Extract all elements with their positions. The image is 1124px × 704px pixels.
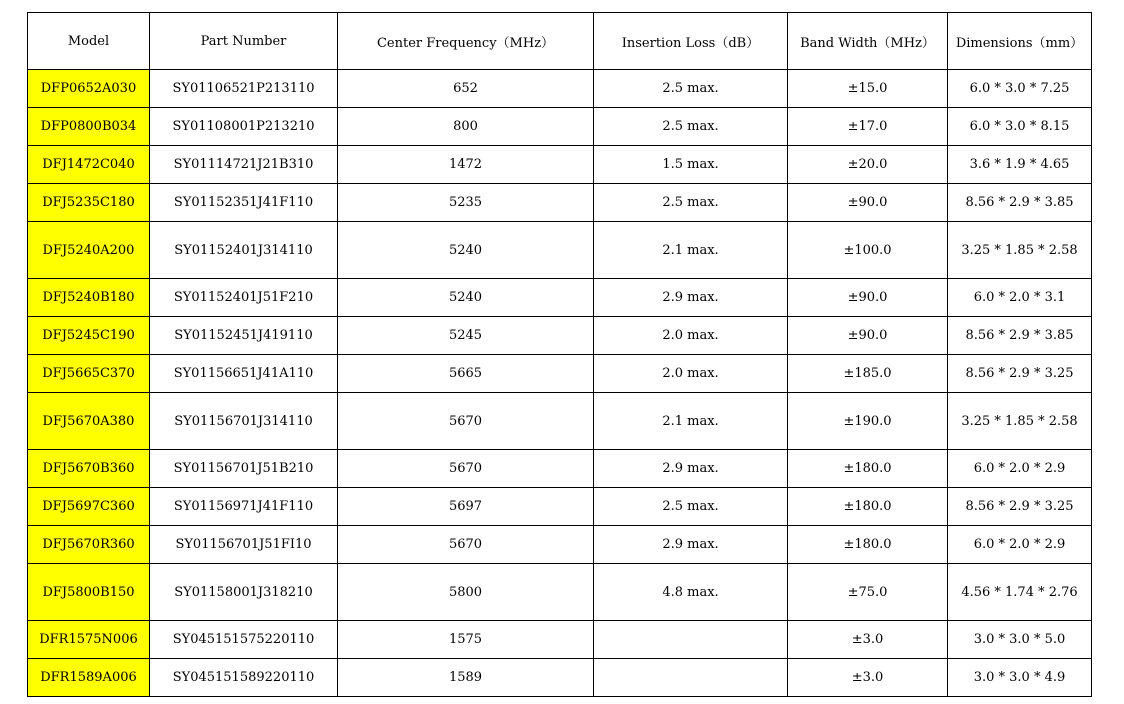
cell-band-width: ±185.0: [788, 355, 948, 393]
cell-model: DFR1589A006: [28, 659, 150, 697]
header-part-number: Part Number: [150, 13, 338, 70]
cell-insertion-loss: 2.9 max.: [594, 279, 788, 317]
cell-part-number: SY01156701J51B210: [150, 450, 338, 488]
cell-band-width: ±3.0: [788, 621, 948, 659]
cell-center-frequency: 5670: [338, 450, 594, 488]
cell-insertion-loss: 2.5 max.: [594, 108, 788, 146]
cell-band-width: ±3.0: [788, 659, 948, 697]
cell-insertion-loss: 2.9 max.: [594, 526, 788, 564]
table-row: [28, 317, 1092, 355]
cell-part-number: SY01156701J314110: [150, 393, 338, 450]
cell-model: DFP0800B034: [28, 108, 150, 146]
table-row: [28, 184, 1092, 222]
cell-part-number: SY01156701J51FI10: [150, 526, 338, 564]
cell-dimensions: 6.0 * 2.0 * 2.9: [948, 526, 1092, 564]
cell-center-frequency: 652: [338, 70, 594, 108]
cell-model: DFP0652A030: [28, 70, 150, 108]
header-model: Model: [28, 13, 150, 70]
cell-band-width: ±180.0: [788, 488, 948, 526]
cell-insertion-loss: 1.5 max.: [594, 146, 788, 184]
cell-model: DFJ5800B150: [28, 564, 150, 621]
cell-model: DFJ5240B180: [28, 279, 150, 317]
cell-part-number: SY01158001J318210: [150, 564, 338, 621]
cell-center-frequency: 1575: [338, 621, 594, 659]
table-row: [28, 108, 1092, 146]
cell-model: DFJ5240A200: [28, 222, 150, 279]
cell-dimensions: 8.56 * 2.9 * 3.85: [948, 184, 1092, 222]
cell-dimensions: 4.56 * 1.74 * 2.76: [948, 564, 1092, 621]
header-row: [28, 13, 1092, 70]
header-center-frequency: Center Frequency（MHz）: [338, 13, 594, 70]
cell-band-width: ±17.0: [788, 108, 948, 146]
cell-center-frequency: 1472: [338, 146, 594, 184]
cell-center-frequency: 5670: [338, 526, 594, 564]
cell-band-width: ±180.0: [788, 526, 948, 564]
cell-model: DFJ5245C190: [28, 317, 150, 355]
cell-model: DFJ1472C040: [28, 146, 150, 184]
cell-model: DFR1575N006: [28, 621, 150, 659]
cell-dimensions: 6.0 * 2.0 * 3.1: [948, 279, 1092, 317]
cell-part-number: SY01156971J41F110: [150, 488, 338, 526]
cell-model: DFJ5665C370: [28, 355, 150, 393]
cell-center-frequency: 5670: [338, 393, 594, 450]
table-row: [28, 621, 1092, 659]
cell-center-frequency: 5697: [338, 488, 594, 526]
spec-table: [27, 12, 1092, 697]
cell-insertion-loss: 2.5 max.: [594, 488, 788, 526]
table-row: [28, 70, 1092, 108]
table-row: [28, 146, 1092, 184]
cell-insertion-loss: 2.1 max.: [594, 393, 788, 450]
cell-dimensions: 8.56 * 2.9 * 3.25: [948, 488, 1092, 526]
cell-insertion-loss: 2.0 max.: [594, 355, 788, 393]
cell-center-frequency: 5235: [338, 184, 594, 222]
header-band-width: Band Width（MHz）: [788, 13, 948, 70]
cell-band-width: ±75.0: [788, 564, 948, 621]
table-row: [28, 526, 1092, 564]
cell-dimensions: 6.0 * 3.0 * 8.15: [948, 108, 1092, 146]
cell-band-width: ±15.0: [788, 70, 948, 108]
cell-dimensions: 3.25 * 1.85 * 2.58: [948, 222, 1092, 279]
cell-dimensions: 3.6 * 1.9 * 4.65: [948, 146, 1092, 184]
table-row: [28, 279, 1092, 317]
cell-part-number: SY01152351J41F110: [150, 184, 338, 222]
cell-insertion-loss: 2.5 max.: [594, 184, 788, 222]
table-row: [28, 450, 1092, 488]
cell-dimensions: 6.0 * 3.0 * 7.25: [948, 70, 1092, 108]
header-dimensions: Dimensions（mm）: [948, 13, 1092, 70]
table-body: [28, 70, 1092, 697]
cell-center-frequency: 5240: [338, 279, 594, 317]
cell-insertion-loss: 2.5 max.: [594, 70, 788, 108]
cell-part-number: SY01114721J21B310: [150, 146, 338, 184]
table-row: [28, 222, 1092, 279]
cell-dimensions: 6.0 * 2.0 * 2.9: [948, 450, 1092, 488]
cell-model: DFJ5235C180: [28, 184, 150, 222]
cell-model: DFJ5670R360: [28, 526, 150, 564]
cell-center-frequency: 5245: [338, 317, 594, 355]
cell-center-frequency: 5800: [338, 564, 594, 621]
cell-band-width: ±90.0: [788, 279, 948, 317]
cell-insertion-loss: 2.1 max.: [594, 222, 788, 279]
table-row: [28, 659, 1092, 697]
cell-part-number: SY01152401J314110: [150, 222, 338, 279]
cell-insertion-loss: [594, 659, 788, 697]
cell-part-number: SY045151589220110: [150, 659, 338, 697]
table-row: [28, 393, 1092, 450]
cell-dimensions: 3.25 * 1.85 * 2.58: [948, 393, 1092, 450]
cell-band-width: ±90.0: [788, 317, 948, 355]
cell-part-number: SY01106521P213110: [150, 70, 338, 108]
cell-model: DFJ5697C360: [28, 488, 150, 526]
cell-dimensions: 8.56 * 2.9 * 3.25: [948, 355, 1092, 393]
cell-center-frequency: 5665: [338, 355, 594, 393]
cell-dimensions: 8.56 * 2.9 * 3.85: [948, 317, 1092, 355]
table-row: [28, 355, 1092, 393]
cell-insertion-loss: [594, 621, 788, 659]
cell-model: DFJ5670B360: [28, 450, 150, 488]
cell-band-width: ±90.0: [788, 184, 948, 222]
cell-part-number: SY045151575220110: [150, 621, 338, 659]
cell-model: DFJ5670A380: [28, 393, 150, 450]
table-row: [28, 564, 1092, 621]
cell-center-frequency: 1589: [338, 659, 594, 697]
cell-part-number: SY01108001P213210: [150, 108, 338, 146]
cell-band-width: ±190.0: [788, 393, 948, 450]
cell-band-width: ±20.0: [788, 146, 948, 184]
cell-insertion-loss: 2.9 max.: [594, 450, 788, 488]
cell-insertion-loss: 4.8 max.: [594, 564, 788, 621]
cell-band-width: ±180.0: [788, 450, 948, 488]
cell-part-number: SY01152401J51F210: [150, 279, 338, 317]
cell-part-number: SY01156651J41A110: [150, 355, 338, 393]
header-insertion-loss: Insertion Loss（dB）: [594, 13, 788, 70]
cell-center-frequency: 800: [338, 108, 594, 146]
cell-dimensions: 3.0 * 3.0 * 4.9: [948, 659, 1092, 697]
cell-band-width: ±100.0: [788, 222, 948, 279]
cell-dimensions: 3.0 * 3.0 * 5.0: [948, 621, 1092, 659]
cell-insertion-loss: 2.0 max.: [594, 317, 788, 355]
table-row: [28, 488, 1092, 526]
cell-part-number: SY01152451J419110: [150, 317, 338, 355]
cell-center-frequency: 5240: [338, 222, 594, 279]
